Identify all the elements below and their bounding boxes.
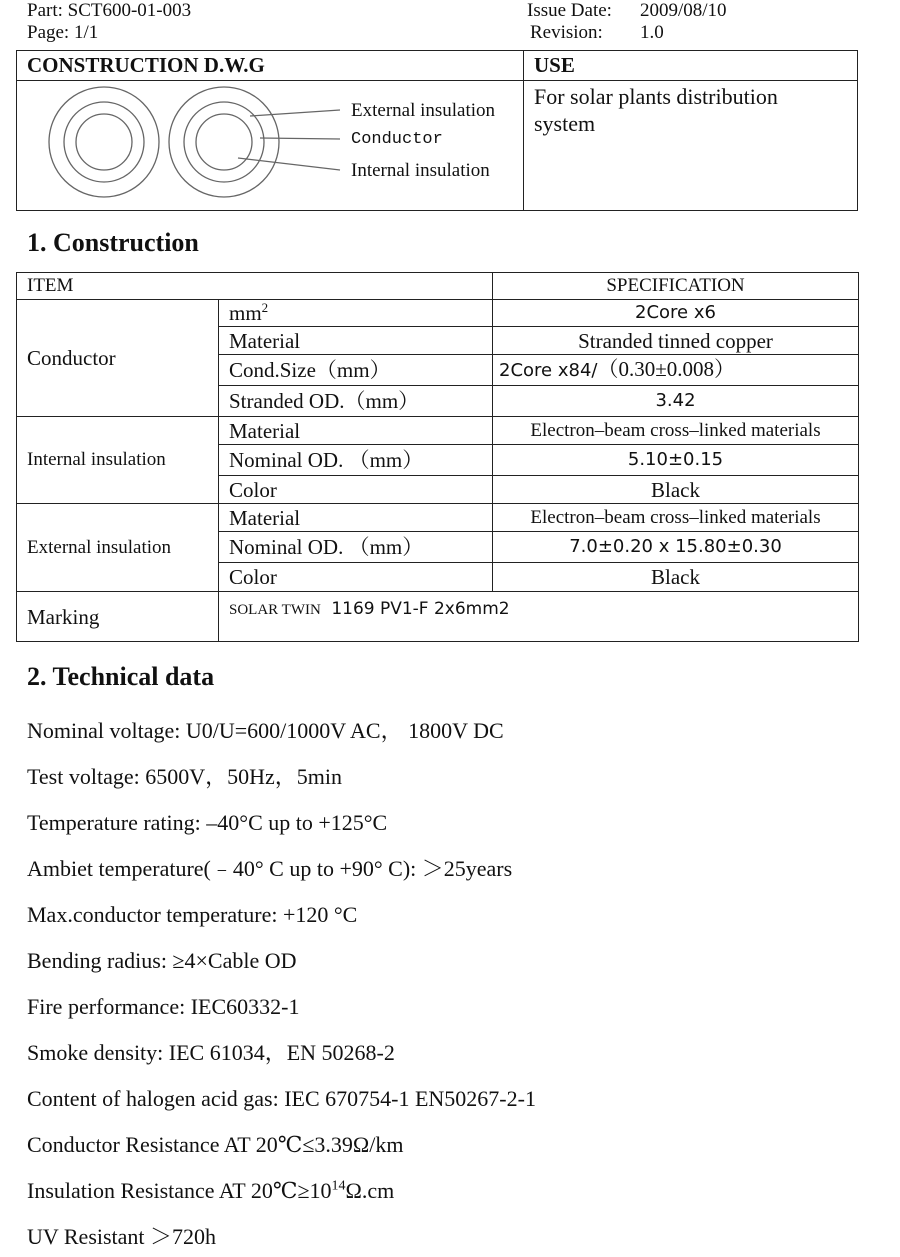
tech-max-conductor-temperature: Max.conductor temperature: +120 °C [27, 902, 358, 927]
internal-insulation-label: Internal insulation [17, 417, 219, 504]
tech-smoke-density: Smoke density: IEC 61034，EN 50268-2 [27, 1040, 395, 1065]
tech-ambient-temperature: Ambiet temperature(﹣40° C up to +90° C): ＞25years [27, 856, 513, 881]
external-insulation-label: External insulation [17, 504, 219, 592]
conductor-material-spec: Stranded tinned copper [493, 327, 859, 355]
internal-color-spec: Black [493, 476, 859, 504]
marking-spec: SOLAR TWIN 1169 PV1-F 2x6mm2 [219, 592, 859, 642]
conductor-area-spec: 2Core x6 [493, 300, 859, 327]
conductor-material-item: Material [219, 327, 493, 355]
item-header: ITEM [17, 273, 493, 300]
section2-title: 2. Technical data [27, 662, 215, 691]
revision-value: 1.0 [640, 22, 664, 43]
conductor-label: Conductor [17, 300, 219, 417]
cable-cross-section-drawing [40, 86, 360, 198]
internal-material-spec: Electron–beam cross–linked materials [493, 417, 859, 445]
internal-od-item: Nominal OD. （mm） [219, 445, 493, 476]
conductor-size-item: Cond.Size（mm） [219, 355, 493, 386]
part-number: Part: SCT600-01-003 [27, 0, 192, 21]
use-text-line2: system [534, 111, 596, 136]
marking-label: Marking [17, 592, 219, 642]
tech-halogen-acid-gas: Content of halogen acid gas: IEC 670754-1 EN50267-2-1 [27, 1086, 536, 1111]
external-material-item: Material [219, 504, 493, 532]
issue-date-value: 2009/08/10 [640, 0, 727, 21]
box-divider [16, 80, 858, 81]
internal-od-spec: 5.10±0.15 [493, 445, 859, 476]
use-title: USE [534, 53, 575, 77]
external-color-item: Color [219, 563, 493, 592]
label-external-insulation: External insulation [351, 100, 496, 121]
tech-conductor-resistance: Conductor Resistance AT 20℃≤3.39Ω/km [27, 1132, 404, 1157]
page-number: Page: 1/1 [27, 22, 99, 43]
internal-material-item: Material [219, 417, 493, 445]
conductor-size-spec: 2Core x84/（0.30±0.008） [493, 355, 859, 386]
tech-test-voltage: Test voltage: 6500V，50Hz，5min [27, 764, 342, 789]
label-conductor: Conductor [351, 130, 443, 149]
tech-fire-performance: Fire performance: IEC60332-1 [27, 994, 300, 1019]
revision-label: Revision: [530, 22, 603, 43]
tech-uv-resistant: UV Resistant ＞720h [27, 1224, 217, 1249]
stranded-od-item: Stranded OD.（mm） [219, 386, 493, 417]
external-od-spec: 7.0±0.20 x 15.80±0.30 [493, 532, 859, 563]
issue-date-label: Issue Date: [527, 0, 612, 21]
tech-temperature-rating: Temperature rating: –40°C up to +125°C [27, 810, 388, 835]
box-vertical-divider [523, 50, 524, 211]
spec-header: SPECIFICATION [493, 273, 859, 300]
label-internal-insulation: Internal insulation [351, 160, 490, 181]
internal-color-item: Color [219, 476, 493, 504]
external-material-spec: Electron–beam cross–linked materials [493, 504, 859, 532]
external-color-spec: Black [493, 563, 859, 592]
construction-table [16, 272, 859, 642]
tech-insulation-resistance: Insulation Resistance AT $20℃\ge 10^{14}\Omega.cm$ [27, 1178, 395, 1203]
stranded-od-spec: 3.42 [493, 386, 859, 417]
tech-bending-radius: Bending radius: ≥4×Cable OD [27, 948, 297, 973]
section1-title: 1. Construction [27, 228, 199, 257]
use-text-line1: For solar plants distribution [534, 84, 778, 109]
tech-nominal-voltage: Nominal voltage: U0/U=600/1000V AC， 1800V DC [27, 718, 504, 743]
external-od-item: Nominal OD. （mm） [219, 532, 493, 563]
conductor-area-item: $mm^2$ [219, 300, 493, 327]
construction-dwg-title: CONSTRUCTION D.W.G [27, 53, 265, 77]
